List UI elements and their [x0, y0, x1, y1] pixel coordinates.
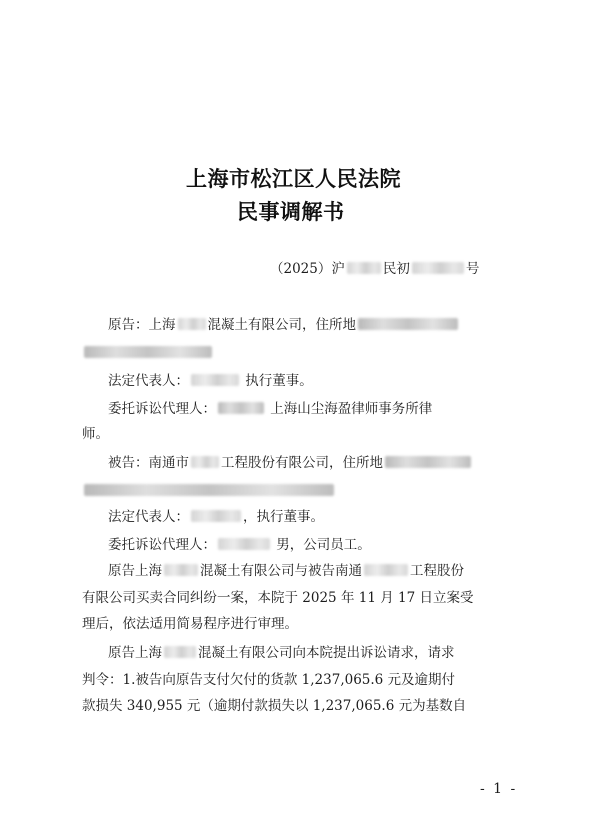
- defendant-text: 工程股份有限公司，住所地: [221, 455, 383, 471]
- case-intro-text: 混凝土有限公司与被告南通: [200, 563, 362, 579]
- plaintiff-rep-text: 执行董事。: [245, 373, 313, 389]
- redaction-block: [191, 456, 219, 468]
- redaction-block: [385, 456, 471, 468]
- defendant-address-line: [82, 484, 336, 499]
- defendant-rep-text: 法定代表人：: [108, 509, 189, 525]
- case-intro-text: 工程股份: [410, 563, 464, 579]
- plaintiff-line: [108, 318, 460, 333]
- defendant-line: [108, 456, 473, 471]
- defendant-text: 被告：南通市: [108, 455, 189, 471]
- page-number: - 1 -: [480, 781, 518, 797]
- redaction-block: [191, 374, 239, 386]
- plaintiff-agent-text: 委托诉讼代理人：: [108, 401, 216, 417]
- plaintiff-agent-cont-line: 师。: [82, 426, 109, 442]
- redaction-block: [178, 318, 206, 330]
- plaintiff-address-line: [82, 346, 214, 361]
- redaction-block: [191, 510, 241, 522]
- case-number-prefix: （2025）沪: [270, 261, 345, 277]
- case-number: [270, 262, 479, 277]
- plaintiff-rep-line: [108, 374, 313, 389]
- redaction-block: [218, 538, 270, 550]
- redaction-block: [164, 646, 196, 658]
- claim-text: 原告上海: [108, 645, 162, 661]
- redaction-block: [84, 346, 212, 358]
- defendant-rep-line: [108, 510, 324, 525]
- case-number-middle: 民初: [382, 261, 410, 277]
- court-name: 上海市松江区人民法院: [186, 166, 401, 191]
- document-type: 民事调解书: [237, 199, 345, 224]
- case-number-suffix: 号: [465, 261, 480, 277]
- case-intro-line-2: 有限公司买卖合同纠纷一案，本院于 2025 年 11 月 17 日立案受: [82, 590, 474, 606]
- plaintiff-agent-line: [108, 402, 432, 417]
- plaintiff-agent-text: 上海山尘海盈律师事务所律: [270, 401, 433, 417]
- redaction-block: [358, 318, 458, 330]
- claim-line-2: 判令：1.被告向原告支付欠付的货款 1,237,065.6 元及逾期付: [82, 672, 456, 688]
- redaction-block: [412, 262, 464, 274]
- redaction-block: [347, 262, 381, 274]
- redaction-block: [218, 402, 264, 414]
- redaction-block: [164, 564, 198, 576]
- case-intro-line-3: 理后，依法适用简易程序进行审理。: [82, 616, 298, 632]
- claim-line-3: 款损失 340,955 元（逾期付款损失以 1,237,065.6 元为基数自: [82, 698, 467, 714]
- plaintiff-text: 原告：上海: [108, 317, 176, 333]
- plaintiff-text: 混凝土有限公司，住所地: [207, 317, 356, 333]
- defendant-agent-text: 委托诉讼代理人：: [108, 537, 216, 553]
- defendant-agent-text: 男，公司员工。: [276, 537, 371, 553]
- defendant-rep-text: ，执行董事。: [243, 509, 324, 525]
- claim-line-1: [108, 646, 455, 661]
- case-intro-text: 原告上海: [108, 563, 162, 579]
- case-intro-line-1: [108, 564, 464, 579]
- redaction-block: [84, 484, 334, 496]
- plaintiff-rep-text: 法定代表人：: [108, 373, 189, 389]
- defendant-agent-line: [108, 538, 371, 553]
- claim-text: 混凝土有限公司向本院提出诉讼请求，请求: [198, 645, 455, 661]
- redaction-block: [364, 564, 408, 576]
